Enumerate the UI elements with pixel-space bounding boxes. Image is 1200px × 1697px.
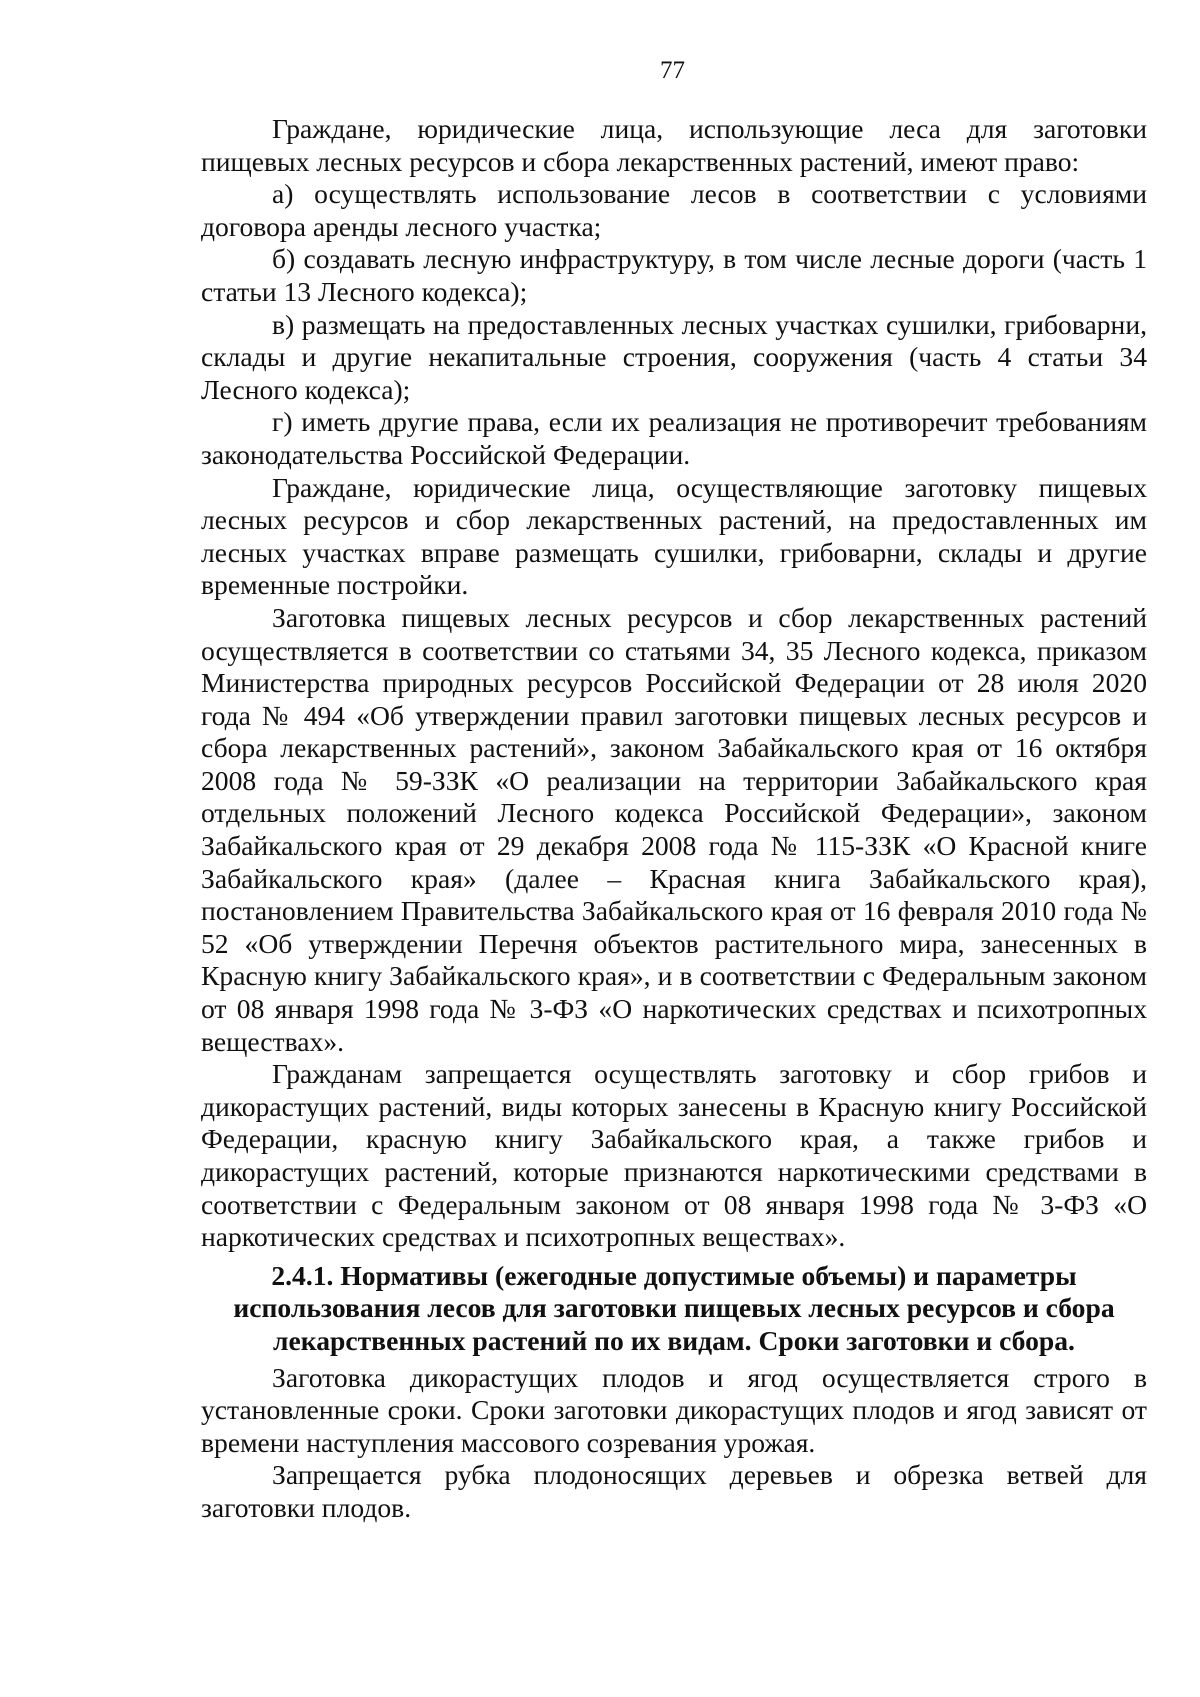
paragraph-harvest-terms: Заготовка дикорастущих плодов и ягод осуществляется строго в установленные сроки. Сроки заготовки дикорастущих плодов и ягод зависят от времени наступления массового созревания урожая. <box>201 1361 1147 1458</box>
paragraph-cutting-prohibited: Запрещается рубка плодоносящих деревьев и обрезка ветвей для заготовки плодов. <box>201 1459 1147 1523</box>
paragraph-right-v: в) размещать на предоставленных лесных участках сушилки, грибоварни, склады и другие некапитальные строения, сооружения (часть 4 статьи 34 Лесного кодекса); <box>201 308 1147 405</box>
paragraph-rights-intro: Граждане, юридические лица, использующие леса для заготовки пищевых лесных ресурсов и сбора лекарственных растений, имеют право: <box>201 113 1147 177</box>
page-number: 77 <box>660 57 685 84</box>
paragraph-right-g: г) иметь другие права, если их реализация не противоречит требованиям законодательства Российской Федерации. <box>201 406 1147 470</box>
paragraph-right-a: а) осуществлять использование лесов в соответствии с условиями договора аренды лесного участка; <box>201 178 1147 242</box>
paragraph-legal-basis: Заготовка пищевых лесных ресурсов и сбор лекарственных растений осуществляется в соответствии со статьями 34, 35 Лесного кодекса, приказом Министерства природных ресурсов Российской Федерации от 28 июля 2020 года № 494 «Об утверждении правил заготовки пищевых лесных ресурсов и сбора лекарственных растений», законом Забайкальского края от 16 октября 2008 года № 59-ЗЗК «О реализации на территории Забайкальского края отдельных положений Лесного кодекса Российской Федерации», законом Забайкальского края от 29 декабря 2008 года № 115-ЗЗК «О Красной книге Забайкальского края» (далее – Красная книга Забайкальского края), постановлением Правительства Забайкальского края от 16 февраля 2010 года № 52 «Об утверждении Перечня объектов растительного мира, занесенных в Красную книгу Забайкальского края», и в соответствии с Федеральным законом от 08 января 1998 года № 3-ФЗ «О наркотических средствах и психотропных веществах». <box>201 601 1147 1057</box>
body-text <box>201 113 1147 1525</box>
paragraph-right-b: б) создавать лесную инфраструктуру, в том числе лесные дороги (часть 1 статьи 13 Лесного кодекса); <box>201 243 1147 307</box>
section-heading: 2.4.1. Нормативы (ежегодные допустимые объемы) и параметры использования лесов для заготовки пищевых лесных ресурсов и сбора лекарственных растений по их видам. Сроки заготовки и сбора. <box>233 1259 1115 1356</box>
paragraph-prohibition: Гражданам запрещается осуществлять заготовку и сбор грибов и дикорастущих растений, виды которых занесены в Красную книгу Российской Федерации, красную книгу Забайкальского края, а также грибов и дикорастущих растений, которые признаются наркотическими средствами в соответствии с Федеральным законом от 08 января 1998 года № 3-ФЗ «О наркотических средствах и психотропных веществах». <box>201 1058 1147 1253</box>
paragraph-temporary-buildings: Граждане, юридические лица, осуществляющие заготовку пищевых лесных ресурсов и сбор лекарственных растений, на предоставленных им лесных участках вправе размещать сушилки, грибоварни, склады и другие временные постройки. <box>201 471 1147 601</box>
